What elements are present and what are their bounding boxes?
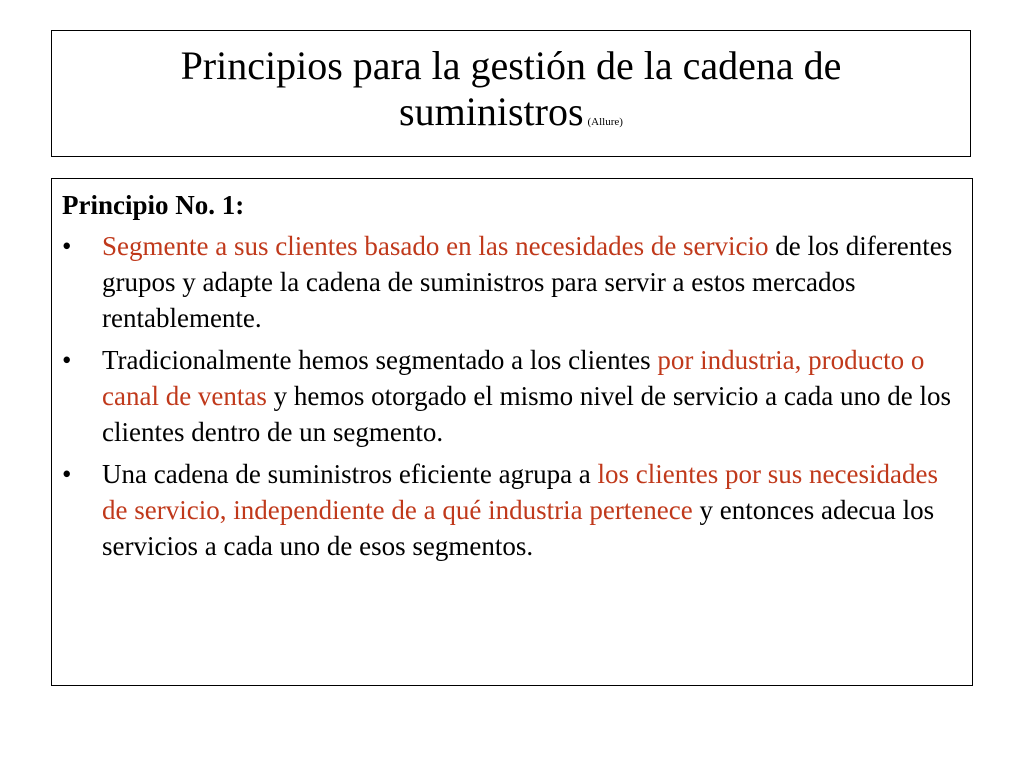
bullet-text-part: y entonces adecua los servicios a cada uno de esos segmentos. bbox=[102, 495, 935, 561]
slide-title-line-1: Principios para la gestión de la cadena de bbox=[180, 42, 842, 88]
slide-title-text-2: suministros bbox=[399, 88, 584, 134]
bullet-text-part: por industria, producto o canal de ventas bbox=[102, 345, 925, 411]
bullet-text-part: Tradicionalmente hemos segmentado a los clientes bbox=[102, 345, 658, 375]
bullet-text-part: y hemos otorgado el mismo nivel de servicio a cada uno de los clientes dentro de un segmento. bbox=[102, 381, 952, 447]
slide-title-box bbox=[51, 30, 971, 157]
slide-content-box bbox=[51, 178, 973, 686]
bullet-text-part: los clientes por sus necesidades de servicio, independiente de a qué industria pertenece bbox=[102, 459, 938, 525]
bullet-text-part: de los diferentes grupos y adapte la cadena de suministros para servir a estos mercados rentablemente. bbox=[102, 231, 953, 333]
bullet-item bbox=[62, 456, 962, 564]
bullet-text-part: Segmente a sus clientes basado en las necesidades de servicio bbox=[102, 231, 769, 261]
bullet-icon: • bbox=[62, 345, 72, 375]
slide-title-line-2 bbox=[52, 89, 970, 145]
bullet-list bbox=[62, 228, 962, 564]
bullet-icon: • bbox=[62, 459, 72, 489]
bullet-item bbox=[62, 342, 962, 450]
bullet-text-part: Una cadena de suministros eficiente agrupa a bbox=[102, 459, 598, 489]
bullet-item bbox=[62, 228, 962, 336]
bullet-icon: • bbox=[62, 231, 72, 261]
slide-title-note: (Allure) bbox=[587, 115, 623, 128]
principle-heading: Principio No. 1: bbox=[62, 190, 245, 220]
